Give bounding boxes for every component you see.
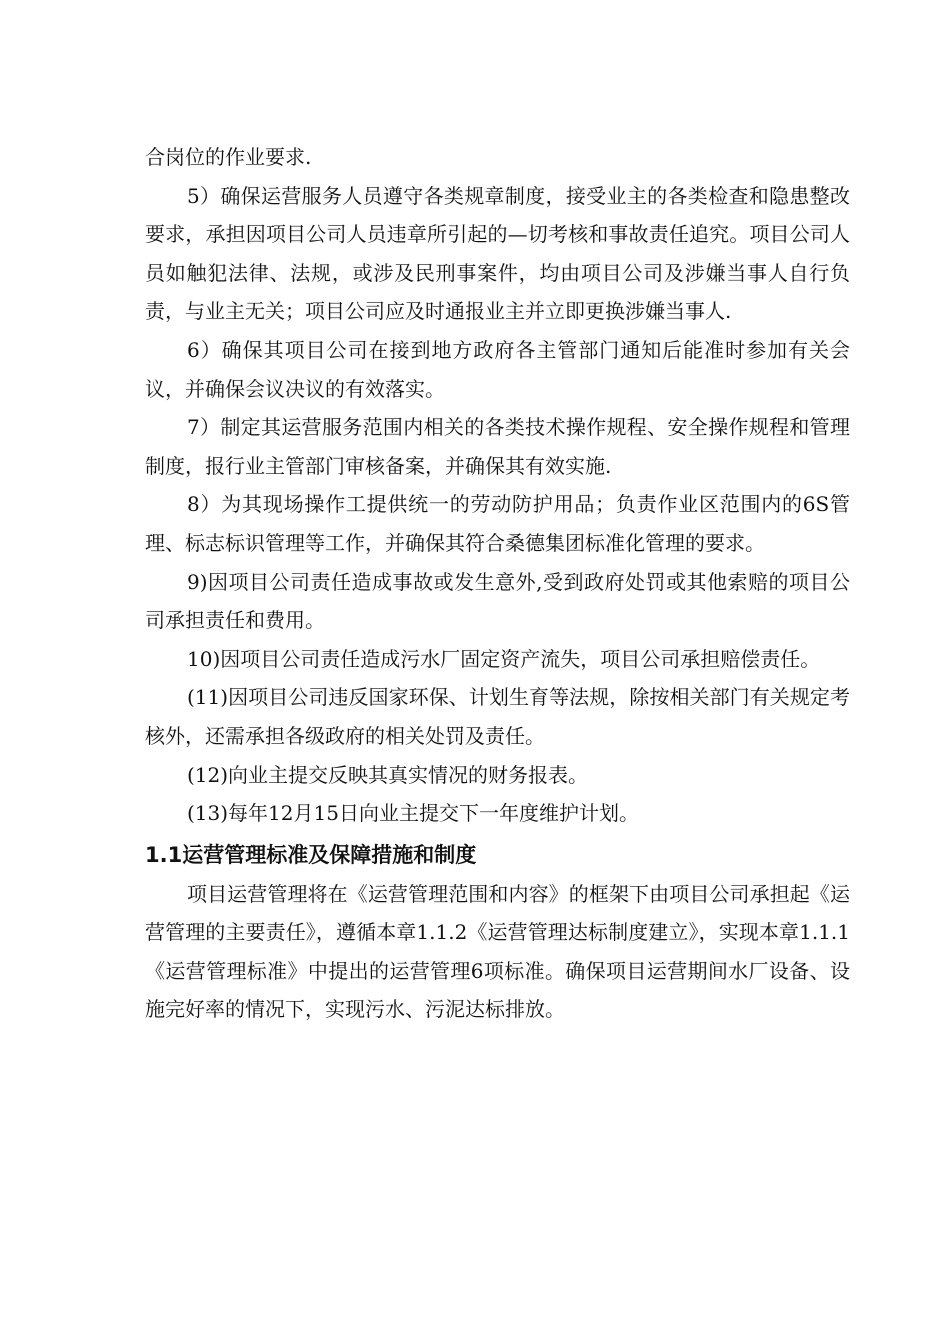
paragraph-item-13: (13)每年12月15日向业主提交下一年度维护计划。 <box>187 801 639 826</box>
paragraph-item-10: 10)因项目公司责任造成污水厂固定资产流失，项目公司承担赔偿责任。 <box>187 646 821 671</box>
paragraph-section-body: 项目运营管理将在《运营管理范围和内容》的框架下由项目公司承担起《运营管理的主要责任》，遵循本章1.1.2《运营管理达标制度建立》，实现本章1.1.1《运营管理标准》中提出的运营管理6项标准。确保项目运营期间水厂设备、设施完好率的情况下，实现污水、污泥达标排放。 <box>145 881 850 1022</box>
paragraph-item-11: (11)因项目公司违反国家环保、计划生育等法规，除按相关部门有关规定考核外，还需承担各级政府的相关处罚及责任。 <box>145 685 850 748</box>
paragraph-item-8: 8）为其现场操作工提供统一的劳动防护用品；负责作业区范围内的6S管理、标志标识管理等工作，并确保其符合桑德集团标准化管理的要求。 <box>145 492 850 555</box>
paragraph-item-12: (12)向业主提交反映其真实情况的财务报表。 <box>187 762 589 787</box>
section-heading: 1.1运营管理标准及保障措施和制度 <box>145 842 477 867</box>
paragraph-continuation: 合岗位的作业要求. <box>145 145 312 169</box>
paragraph-item-7: 7）制定其运营服务范围内相关的各类技术操作规程、安全操作规程和管理制度，报行业主管部门审核备案，并确保其有效实施. <box>145 415 850 478</box>
document-page <box>145 138 850 1029</box>
paragraph-item-9: 9)因项目公司责任造成事故或发生意外,受到政府处罚或其他索赔的项目公司承担责任和费用。 <box>145 569 850 633</box>
paragraph-item-6: 6）确保其项目公司在接到地方政府各主管部门通知后能准时参加有关会议，并确保会议决议的有效落实。 <box>145 337 850 401</box>
paragraph-item-5: 5）确保运营服务人员遵守各类规章制度，接受业主的各类检查和隐患整改要求，承担因项目公司人员违章所引起的—切考核和事故责任追究。项目公司人员如触犯法律、法规，或涉及民刑事案件，均由项目公司及涉嫌当事人自行负责，与业主无关；项目公司应及时通报业主并立即更换涉嫌当事人. <box>145 183 850 324</box>
